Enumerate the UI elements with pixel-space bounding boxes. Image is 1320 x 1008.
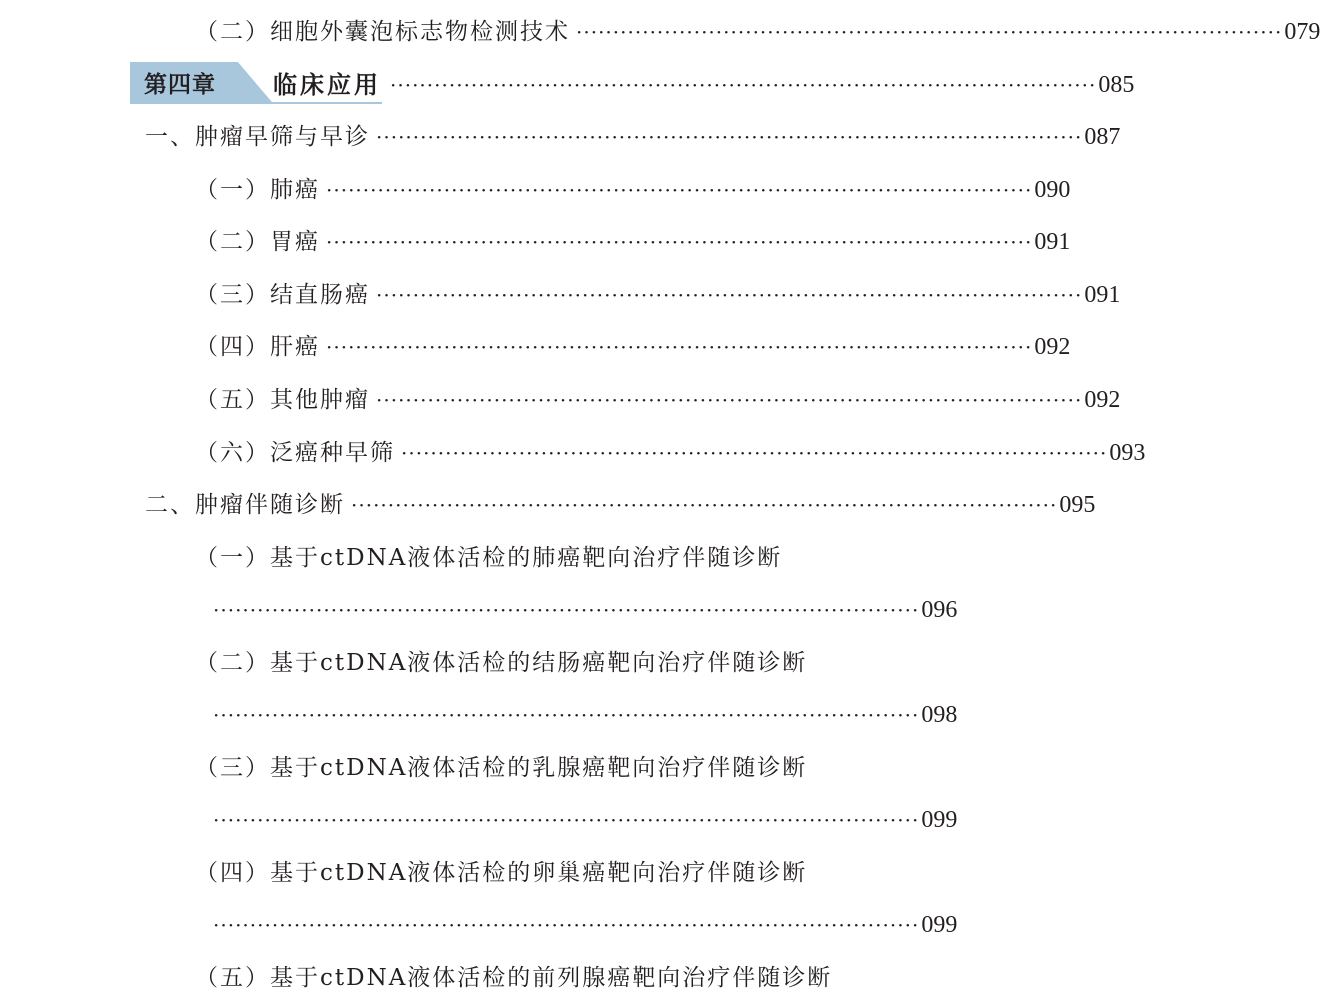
dot-leader: ································································································ <box>376 388 1083 412</box>
toc-entry-label: （六）泛癌种早筛 <box>195 440 395 466</box>
toc-page-number: 090 <box>1034 177 1071 203</box>
dot-leader: ································································································ <box>326 230 1033 254</box>
toc-entry-label: （二）胃癌 <box>195 229 320 255</box>
dot-leader: ································································································ <box>213 913 920 937</box>
toc-page-number: 093 <box>1109 440 1146 466</box>
toc-entry-label: （一）肺癌 <box>195 177 320 203</box>
dot-leader: ································································································ <box>213 703 920 727</box>
dot-leader: ································································································ <box>576 20 1283 44</box>
toc-page-number: 087 <box>1084 124 1121 150</box>
toc-page-number: 092 <box>1084 387 1121 413</box>
toc-entry-label[interactable]: （三）基于ctDNA液体活检的乳腺癌靶向治疗伴随诊断 <box>195 755 808 781</box>
dot-leader: ································································································ <box>401 441 1108 465</box>
toc-entry-label[interactable]: （二）基于ctDNA液体活检的结肠癌靶向治疗伴随诊断 <box>195 650 808 676</box>
toc-page-number: 091 <box>1084 282 1121 308</box>
toc-entry[interactable] <box>195 278 1121 312</box>
toc-page-number: 091 <box>1034 229 1071 255</box>
toc-entry-label[interactable]: （四）基于ctDNA液体活检的卵巢癌靶向治疗伴随诊断 <box>195 860 808 886</box>
toc-page-number: 095 <box>1059 492 1096 518</box>
toc-page-number: 099 <box>921 912 958 938</box>
toc-entry[interactable] <box>195 436 1146 470</box>
toc-entry-label: （五）其他肿瘤 <box>195 387 370 413</box>
toc-page-number: 099 <box>921 807 958 833</box>
toc-entry[interactable] <box>195 330 1071 364</box>
chapter-title: 临床应用 <box>273 70 381 99</box>
toc-entry-label: （二）细胞外囊泡标志物检测技术 <box>195 19 570 45</box>
toc-page-number: 085 <box>1098 72 1135 98</box>
toc-page-number: 079 <box>1284 19 1320 45</box>
toc-entry-continuation[interactable] <box>213 908 958 942</box>
chapter-number: 第四章 <box>144 71 216 98</box>
toc-entry-label[interactable]: （一）基于ctDNA液体活检的肺癌靶向治疗伴随诊断 <box>195 545 783 571</box>
toc-page-number: 092 <box>1034 334 1071 360</box>
dot-leader: ································································································ <box>213 598 920 622</box>
dot-leader: ································································································ <box>351 493 1058 517</box>
toc-section-heading[interactable] <box>145 488 1096 522</box>
toc-page-number: 098 <box>921 702 958 728</box>
toc-entry-label: （四）肝癌 <box>195 334 320 360</box>
toc-entry-continuation[interactable] <box>213 698 958 732</box>
toc-entry-label[interactable]: （五）基于ctDNA液体活检的前列腺癌靶向治疗伴随诊断 <box>195 965 833 991</box>
chapter-badge <box>130 62 382 108</box>
toc-section-label: 一、肿瘤早筛与早诊 <box>145 124 370 150</box>
toc-entry-continuation[interactable] <box>213 803 958 837</box>
toc-entry-label: （三）结直肠癌 <box>195 282 370 308</box>
dot-leader: ································································································ <box>326 335 1033 359</box>
toc-entry[interactable] <box>195 173 1071 207</box>
chapter-heading[interactable] <box>130 62 1135 108</box>
toc-section-label: 二、肿瘤伴随诊断 <box>145 492 345 518</box>
toc-entry[interactable] <box>195 383 1121 417</box>
toc-entry[interactable] <box>195 15 1320 49</box>
toc-page-number: 096 <box>921 597 958 623</box>
dot-leader: ································································································ <box>326 178 1033 202</box>
dot-leader: ································································································ <box>376 283 1083 307</box>
toc-section-heading[interactable] <box>145 120 1121 154</box>
dot-leader: ································································································ <box>213 808 920 832</box>
toc-entry[interactable] <box>195 225 1071 259</box>
dot-leader: ································································································ <box>376 125 1083 149</box>
dot-leader: ································································································ <box>390 73 1097 97</box>
toc-entry-continuation[interactable] <box>213 593 958 627</box>
